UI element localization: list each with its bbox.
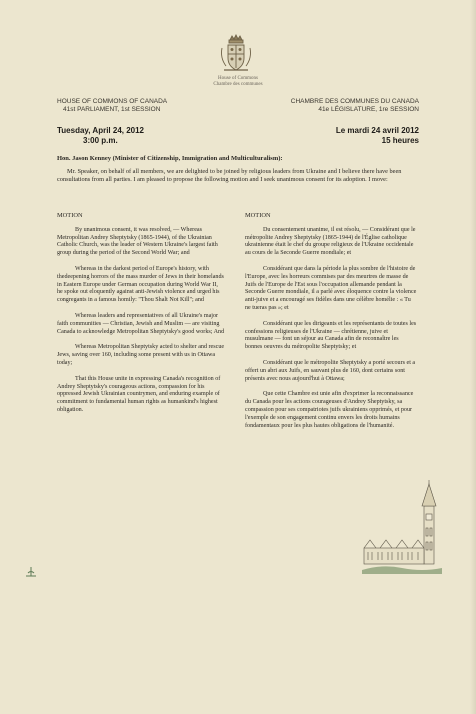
french-paragraph: Considérant que dans la période la plus sombre de l'histoire de l'Europe, avec les horreurs commises par des meurtres de masse de Juifs de l'Europe de l'Est sous l'occupation allemande pendant la Seconde Guerre mondiale, il a parlé avec éloquence contre la violence anti-juive et a encouragé ses fidèles dans une célèbre homélie : « Tu ne tueras pas »; et (245, 265, 417, 311)
page-edge-shadow (470, 0, 476, 714)
french-paragraph: Du consentement unanime, il est résolu, — Considérant que le métropolite Andrey Sheptytsky (1865-1944) de l'Église catholique ukrainienne était le chef du groupe religieux de l'Ukraine occidentale au cours de la Seconde Guerre mondiale; et (245, 226, 416, 257)
french-paragraph: Considérant que le métropolite Sheptytsky a porté secours et a offert un abri aux Juifs, en sauvant plus de 160, dont certains sont présents avec nous aujourd'hui à Ottawa; (245, 359, 416, 382)
crest-caption (188, 76, 288, 88)
header-session-fr: 41e LÉGISLATURE, 1re SESSION (318, 106, 419, 113)
crest-caption-en: House of Commons (218, 76, 258, 81)
english-column (57, 212, 225, 423)
english-paragraph: By unanimous consent, it was resolved, — Whereas Metropolitan Andrey Sheptytsky (1865-1944), of the Ukrainian Catholic Church, was the leader of Western Ukraine's largest faith group during the period of the Second World War; and (57, 226, 218, 257)
english-paragraph: Whereas leaders and representatives of all Ukraine's major faith communities — Christian, Jewish and Muslim — are visiting Canada to acknowledge Metropolitan Sheptytsky's good works; And (57, 312, 225, 335)
date-left (57, 126, 144, 145)
parliament-peace-tower-illustration-icon (362, 478, 442, 576)
french-column (245, 212, 417, 438)
header-session-en: 41st PARLIAMENT, 1st SESSION (63, 106, 161, 113)
header-house-en: HOUSE OF COMMONS OF CANADA (57, 98, 168, 105)
french-paragraph: Considérant que les dirigeants et les représentants de toutes les confessions religieuses de l'Ukraine — chrétienne, juive et musulmane — font un séjour au Canada afin de reconnaître les bonnes oeuvres du métropolite Sheptytsky; et (245, 320, 417, 351)
crest-caption-fr: Chambre des communes (213, 82, 263, 87)
house-of-commons-crest-icon (219, 34, 253, 74)
header-right (291, 98, 419, 114)
time-en: 3:00 p.m. (83, 135, 118, 145)
date-fr: Le mardi 24 avril 2012 (335, 126, 419, 135)
header-house-fr: CHAMBRE DES COMMUNES DU CANADA (290, 98, 419, 105)
english-paragraph: Whereas in the darkest period of Europe's history, with thedeepening horrors of the mass murder of Jews in their homelands in Eastern Europe under German occupation during World War II, he spoke out eloquently against anti-Jewish violence and urged his congregants in a famous homily: "Thou Shalt Not Kill"; and (57, 265, 224, 304)
french-motion-heading: MOTION (245, 212, 271, 219)
date-en: Tuesday, April 24, 2012 (57, 126, 145, 135)
speaker-intro: Mr. Speaker, on behalf of all members, we are delighted to be joined by religious leaders from Ukraine and I believe there have been consultations from all parties. I am pleased to propose the following motion and I seek unanimous consent for its adoption. I move: (57, 168, 402, 183)
english-paragraph: Whereas Metropolitan Sheptytsky acted to shelter and rescue Jews, saving over 160, including some present with us in Ottawa today; (57, 344, 225, 366)
page-fold-mark-icon (24, 566, 38, 578)
french-paragraph: Que cette Chambre est unie afin d'exprimer la reconnaissance du Canada pour les actions courageuses d'Andrey Sheptytsky, sa compassion pour ses compatriotes juifs ukrainiens opprimés, et pour l'exemple de son engagement continu envers les droits humains fondamentaux pour les plus hautes obligations de l'humanité. (245, 391, 414, 429)
date-right (336, 126, 419, 145)
time-fr: 15 heures (381, 135, 419, 145)
english-paragraph: That this House unite in expressing Canada's recognition of Andrey Sheptytsky's courageous actions, compassion for his oppressed Jewish Ukrainian countrymen, and enduring example of commitment to fundamental human rights as humankind's highest obligation. (57, 375, 221, 413)
speaker-name: Hon. Jason Kenney (Minister of Citizenship, Immigration and Multiculturalism): (57, 155, 283, 162)
header-left (57, 98, 167, 114)
english-motion-heading: MOTION (57, 212, 83, 219)
